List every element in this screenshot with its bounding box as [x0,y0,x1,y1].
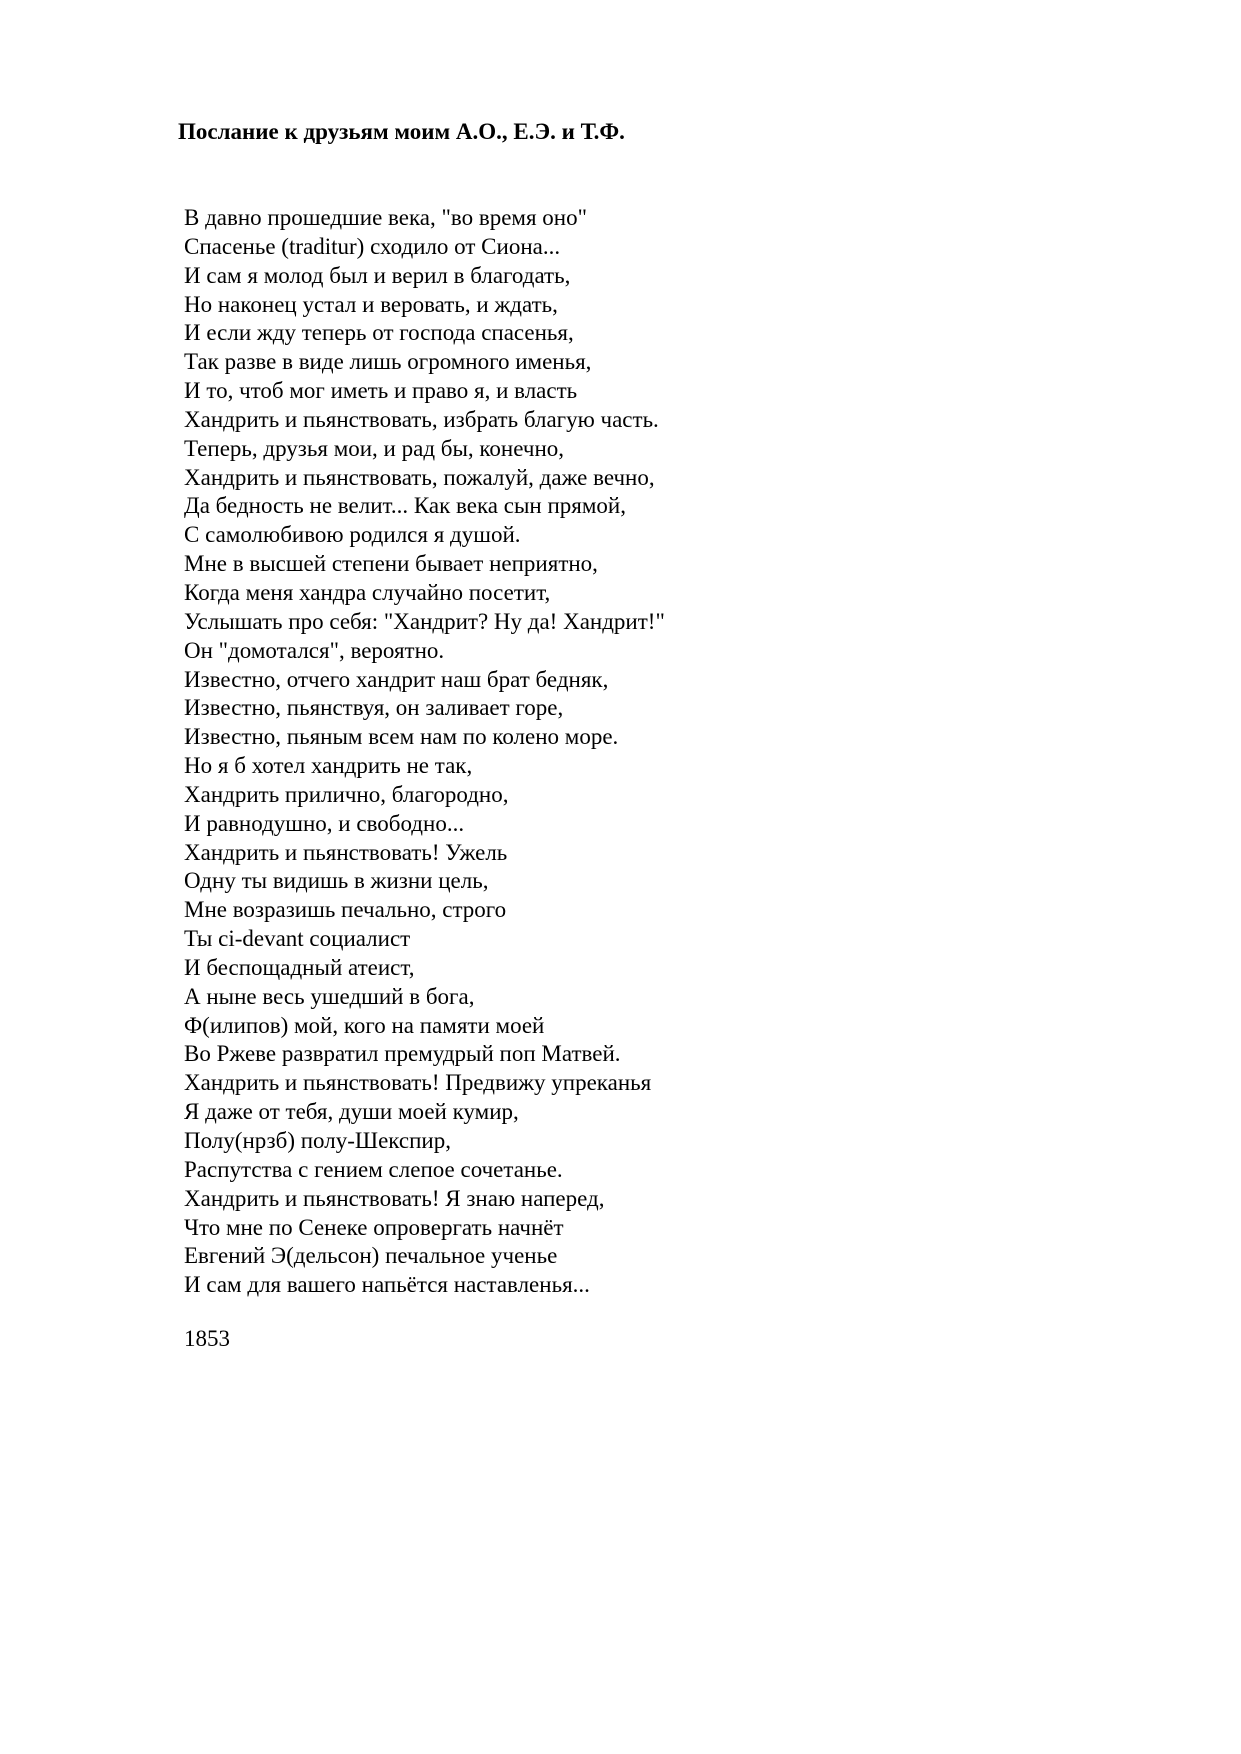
poem-line: Теперь, друзья мои, и рад бы, конечно, [184,435,565,461]
poem-line: И беспощадный атеист, [184,954,415,980]
poem-line: В давно прошедшие века, "во время оно" [184,205,587,230]
poem-line: А ныне весь ушедший в бога, [184,983,475,1009]
poem-line: Хандрить и пьянствовать! Ужель [184,839,508,865]
poem-title: Послание к друзьям моим А.О., Е.Э. и Т.Ф. [178,119,625,144]
poem-line: Евгений Э(дельсон) печальное ученье [184,1243,558,1269]
poem-line: Хандрить и пьянствовать! Предвижу упреканья [184,1070,652,1096]
poem-line: Во Ржеве развратил премудрый поп Матвей. [184,1041,621,1067]
poem-line: Хандрить и пьянствовать! Я знаю наперед, [184,1185,605,1211]
poem-line: Он "домотался", вероятно. [184,637,445,663]
poem-line: И то, чтоб мог иметь и право я, и власть [184,378,578,404]
poem-line: Известно, пьяным всем нам по колено море. [184,724,619,750]
poem-line: Когда меня хандра случайно посетит, [184,579,551,605]
poem-line: Известно, отчего хандрит наш брат бедняк, [184,666,609,692]
poem-line: С самолюбивою родился я душой. [184,522,521,548]
poem-line: И сам для вашего напьётся наставленья... [184,1272,590,1298]
poem-line: Так разве в виде лишь огромного именья, [184,349,592,375]
poem-line: Полу(нрзб) полу-Шекспир, [184,1128,451,1153]
poem-line: И если жду теперь от господа спасенья, [184,320,574,346]
poem-line: Мне в высшей степени бывает неприятно, [184,551,598,577]
poem-line: Что мне по Сенеке опровергать начнёт [184,1214,564,1240]
poem-line: Ф(илипов) мой, кого на памяти моей [184,1012,545,1038]
poem-line: Да бедность не велит... Как века сын прямой, [184,493,626,519]
poem-line: Услышать про себя: "Хандрит? Ну да! Хандрит!" [184,608,665,634]
poem-line: Мне возразишь печально, строго [184,897,507,923]
poem-line: И равнодушно, и свободно... [184,810,465,836]
poem-line: Хандрить и пьянствовать, избрать благую часть. [184,406,659,432]
poem-line: Распутства с гением слепое сочетанье. [184,1156,563,1182]
poem-line: И сам я молод был и верил в благодать, [184,262,571,288]
poem-line: Хандрить прилично, благородно, [184,781,509,807]
poem-body [184,204,665,1300]
poem-line: Но наконец устал и веровать, и ждать, [184,291,558,317]
poem-line: Известно, пьянствуя, он заливает горе, [184,695,564,721]
poem-line: Ты ci-devant социалист [184,926,411,952]
poem-line: Одну ты видишь в жизни цель, [184,868,489,894]
poem-line: Хандрить и пьянствовать, пожалуй, даже вечно, [184,464,655,490]
poem-line: Но я б хотел хандрить не так, [184,753,473,779]
poem-line: Спасенье (traditur) сходило от Сиона... [184,233,561,259]
poem-line: Я даже от тебя, души моей кумир, [184,1099,519,1125]
poem-year: 1853 [184,1326,230,1351]
